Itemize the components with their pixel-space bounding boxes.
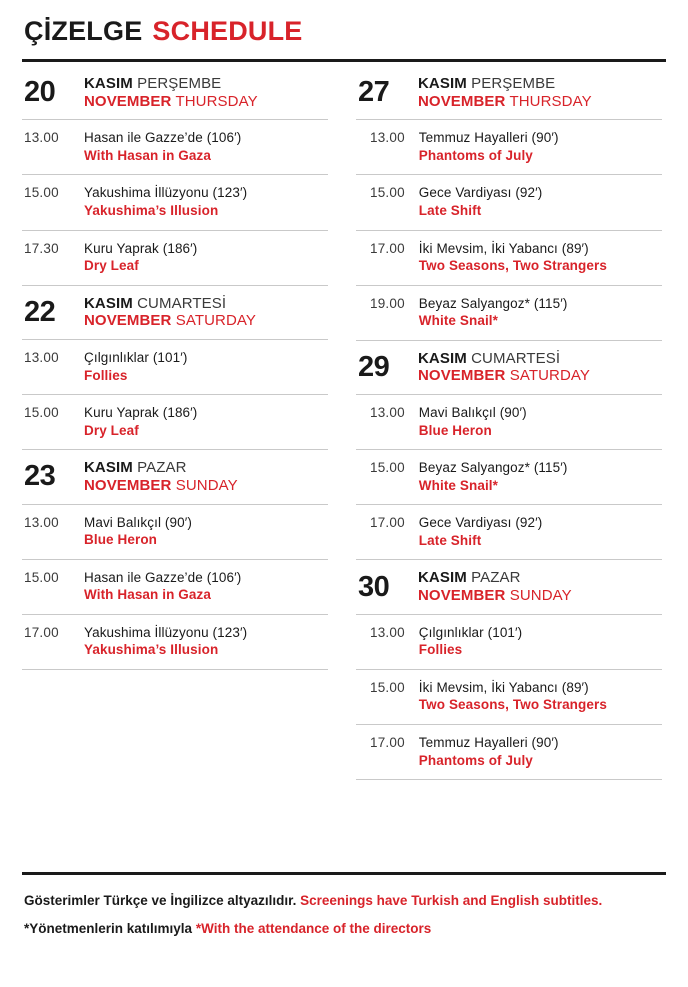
screening-title-en: With Hasan in Gaza [84, 147, 211, 163]
day-month-tr: KASIM [84, 459, 133, 477]
screening-title-tr: Hasan ile Gazze’de (106′) [84, 130, 242, 146]
day-number: 30 [358, 570, 390, 603]
footer-subtitles-note-tr: Gösterimler Türkçe ve İngilizce altyazılıdır. [24, 892, 297, 908]
screening-time: 15.00 [24, 185, 59, 201]
screening-time: 17.00 [370, 734, 405, 750]
day-header [22, 66, 328, 119]
schedule-columns [22, 62, 666, 780]
screening-time: 13.00 [370, 405, 405, 421]
screening-title-tr: Gece Vardiyası (92′) [418, 515, 543, 531]
screening-title-en: Phantoms of July [418, 147, 533, 163]
day-weekday-en: THURSDAY [175, 92, 258, 110]
screening-titles [419, 184, 543, 219]
screening-titles [419, 734, 559, 769]
screening-title-en: Follies [84, 367, 128, 383]
screening-time: 15.00 [24, 569, 59, 585]
day-header [22, 286, 328, 339]
screening-title-en: Two Seasons, Two Strangers [418, 697, 607, 713]
day-header [22, 450, 328, 503]
day-month-tr: KASIM [418, 349, 467, 367]
day-weekday-tr: PAZAR [137, 459, 187, 477]
screening-title-en: Yakushima’s Illusion [84, 203, 219, 219]
day-month-en: NOVEMBER [418, 587, 506, 605]
screening-row[interactable] [22, 559, 328, 614]
screening-title-en: With Hasan in Gaza [84, 587, 211, 603]
screening-title-tr: Beyaz Salyangoz* (115′) [418, 460, 568, 476]
day-weekday-en: SUNDAY [175, 476, 238, 494]
screening-title-tr: Kuru Yaprak (186′) [84, 405, 198, 421]
screening-title-tr: Kuru Yaprak (186′) [84, 240, 198, 256]
screening-title-en: Late Shift [418, 532, 482, 548]
page-title-en: SCHEDULE [152, 16, 303, 46]
schedule-column-left [22, 66, 328, 780]
screening-title-tr: Çılgınlıklar (101′) [84, 350, 188, 366]
screening-title-en: White Snail* [418, 313, 499, 329]
screening-title-en: Blue Heron [418, 422, 492, 438]
screening-title-en: Two Seasons, Two Strangers [418, 258, 607, 274]
day-header [356, 560, 662, 613]
screening-title-en: Late Shift [418, 203, 482, 219]
screening-title-tr: Beyaz Salyangoz* (115′) [418, 295, 568, 311]
day-month-en: NOVEMBER [84, 92, 172, 110]
screening-row[interactable] [356, 449, 662, 504]
day-block-divider [22, 669, 328, 670]
screening-titles [84, 404, 197, 439]
footer-directors-note-tr: *Yönetmenlerin katılımıyla [24, 920, 193, 936]
screening-time: 17.30 [24, 240, 59, 256]
screening-title-en: Dry Leaf [84, 422, 139, 438]
day-weekday-tr: PERŞEMBE [471, 75, 556, 92]
screening-titles [419, 624, 522, 659]
screening-titles [419, 679, 607, 714]
day-label-en [84, 312, 256, 330]
screening-row[interactable] [22, 394, 328, 449]
screening-time: 15.00 [370, 679, 405, 695]
screening-time: 17.00 [370, 240, 405, 256]
footer [22, 872, 666, 943]
day-label-tr [84, 295, 256, 313]
day-label-en [84, 477, 238, 495]
screening-time: 15.00 [24, 405, 59, 421]
footer-directors-note [22, 915, 666, 943]
day-label [84, 459, 238, 494]
day-label-en [418, 93, 592, 111]
screening-time: 17.00 [24, 624, 59, 640]
footer-directors-note-en: *With the attendance of the directors [195, 920, 432, 936]
day-label-tr [84, 459, 238, 477]
screening-title-tr: Mavi Balıkçıl (90′) [84, 514, 192, 530]
screening-title-tr: İki Mevsim, İki Yabancı (89′) [418, 679, 589, 695]
day-label-en [418, 587, 572, 605]
day-month-en: NOVEMBER [418, 367, 506, 385]
screening-titles [84, 184, 247, 219]
day-weekday-tr: PERŞEMBE [137, 75, 222, 92]
day-weekday-tr: CUMARTESİ [137, 294, 227, 312]
screening-time: 13.00 [370, 130, 405, 146]
screening-row[interactable] [22, 174, 328, 229]
footer-subtitles-note-en: Screenings have Turkish and English subtitles. [300, 892, 603, 908]
screening-row[interactable] [22, 614, 328, 669]
screening-title-en: Follies [418, 642, 463, 658]
screening-time: 13.00 [370, 624, 405, 640]
page-title [22, 14, 666, 57]
schedule-column-right [356, 66, 662, 780]
day-label [418, 75, 592, 110]
screening-title-tr: Temmuz Hayalleri (90′) [418, 734, 559, 750]
day-header [356, 341, 662, 394]
day-number: 29 [358, 350, 390, 383]
day-label-en [418, 367, 590, 385]
day-month-en: NOVEMBER [84, 476, 172, 494]
screening-titles [84, 349, 187, 384]
screening-titles [84, 624, 247, 659]
day-month-en: NOVEMBER [418, 92, 506, 110]
screening-row[interactable] [356, 669, 662, 724]
screening-title-en: Blue Heron [84, 532, 158, 548]
day-month-tr: KASIM [418, 75, 467, 92]
day-label [84, 75, 258, 110]
day-number: 20 [24, 76, 56, 109]
day-label-tr [418, 350, 590, 368]
day-month-en: NOVEMBER [84, 312, 172, 330]
screening-row[interactable] [356, 119, 662, 174]
day-number: 27 [358, 76, 390, 109]
screening-title-en: Yakushima’s Illusion [84, 642, 219, 658]
day-label [418, 350, 590, 385]
screening-row[interactable] [22, 230, 328, 285]
screening-time: 15.00 [370, 185, 405, 201]
screening-row[interactable] [22, 119, 328, 174]
screening-title-en: Dry Leaf [84, 258, 139, 274]
screening-title-tr: Mavi Balıkçıl (90′) [418, 405, 527, 421]
screening-time: 13.00 [24, 350, 59, 366]
screening-time: 15.00 [370, 460, 405, 476]
screening-titles [419, 514, 543, 549]
screening-row[interactable] [356, 230, 662, 285]
day-label [84, 295, 256, 330]
screening-titles [419, 295, 568, 330]
day-label [418, 569, 572, 604]
footer-divider [22, 872, 666, 875]
screening-title-tr: Çılgınlıklar (101′) [418, 624, 523, 640]
day-month-tr: KASIM [84, 294, 133, 312]
screening-row[interactable] [356, 614, 662, 669]
screening-time: 19.00 [370, 295, 405, 311]
day-weekday-en: SUNDAY [509, 587, 572, 605]
screening-title-tr: Temmuz Hayalleri (90′) [418, 130, 559, 146]
footer-subtitles-note [22, 887, 666, 915]
screening-titles [419, 404, 527, 439]
day-month-tr: KASIM [84, 75, 133, 92]
screening-row[interactable] [356, 504, 662, 559]
screening-titles [419, 129, 559, 164]
day-header [356, 66, 662, 119]
screening-time: 13.00 [24, 514, 59, 530]
day-label-tr [418, 75, 592, 93]
page-title-tr: ÇİZELGE [24, 16, 143, 46]
screening-titles [419, 459, 568, 494]
day-label-tr [418, 569, 572, 587]
screening-titles [419, 240, 607, 275]
screening-title-tr: Yakushima İllüzyonu (123′) [84, 185, 248, 201]
screening-row[interactable] [356, 174, 662, 229]
screening-title-en: White Snail* [418, 477, 499, 493]
screening-titles [84, 514, 192, 549]
screening-title-en: Phantoms of July [418, 752, 533, 768]
day-number: 22 [24, 295, 56, 328]
day-label-tr [84, 75, 258, 93]
day-month-tr: KASIM [418, 569, 467, 587]
day-weekday-en: THURSDAY [509, 92, 592, 110]
screening-titles [84, 129, 241, 164]
screening-titles [84, 240, 197, 275]
screening-row[interactable] [356, 394, 662, 449]
screening-time: 17.00 [370, 515, 405, 531]
screening-title-tr: Hasan ile Gazze’de (106′) [84, 569, 242, 585]
screening-row[interactable] [22, 339, 328, 394]
screening-row[interactable] [22, 504, 328, 559]
screening-titles [84, 569, 241, 604]
screening-time: 13.00 [24, 130, 59, 146]
screening-row[interactable] [356, 285, 662, 340]
day-block-divider [356, 779, 662, 780]
screening-title-tr: İki Mevsim, İki Yabancı (89′) [418, 240, 589, 256]
day-weekday-en: SATURDAY [509, 367, 591, 385]
day-label-en [84, 93, 258, 111]
screening-title-tr: Yakushima İllüzyonu (123′) [84, 624, 248, 640]
screening-row[interactable] [356, 724, 662, 779]
day-weekday-tr: PAZAR [471, 569, 521, 587]
day-weekday-tr: CUMARTESİ [471, 349, 561, 367]
day-number: 23 [24, 460, 56, 493]
day-weekday-en: SATURDAY [175, 312, 257, 330]
screening-title-tr: Gece Vardiyası (92′) [418, 185, 543, 201]
